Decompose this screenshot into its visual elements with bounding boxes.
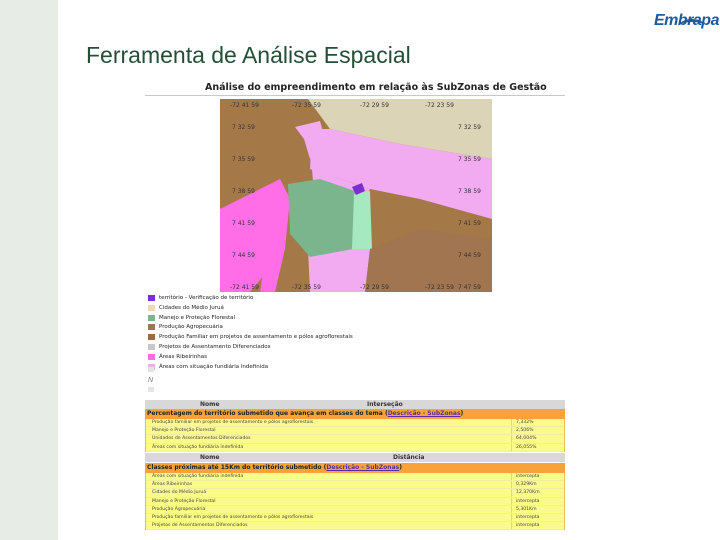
row-name: Áreas Ribeirinhas — [152, 482, 193, 488]
svg-text:-72 29 59: -72 29 59 — [360, 284, 389, 291]
row-name: Produção familiar em projetos de assentamento e pólos agroflorestais — [152, 514, 314, 520]
table-row — [146, 489, 564, 497]
svg-text:-72 29 59: -72 29 59 — [360, 102, 389, 109]
table-row — [146, 473, 564, 481]
legend-label: Produção Agropecuária — [159, 324, 223, 331]
table1-col-value: Interseção — [367, 401, 403, 408]
row-name: Manejo e Proteção Florestal — [152, 498, 216, 504]
legend-label: Projetos de Assentamento Diferenciados — [159, 343, 271, 350]
cell-divider — [511, 427, 512, 434]
svg-text:-72 23 59: -72 23 59 — [425, 102, 454, 109]
table2-section-title: Classes próximas até 15Km do território submetido (Descrição - SubZonas) — [147, 464, 402, 471]
row-value: 0,329Km — [516, 482, 537, 488]
table-row — [146, 481, 564, 489]
table2-col-value: Distância — [393, 454, 425, 461]
cell-divider — [511, 489, 512, 496]
svg-text:7 32 59: 7 32 59 — [458, 124, 481, 131]
legend-swatch — [148, 305, 155, 311]
table-row — [146, 498, 564, 506]
cell-divider — [511, 514, 512, 521]
table-row — [146, 522, 564, 530]
logo-swoosh-icon — [680, 19, 704, 31]
cell-divider — [511, 473, 512, 480]
table2-header — [145, 453, 565, 462]
table2-body — [145, 473, 565, 530]
map-canvas — [220, 99, 492, 292]
analysis-report — [145, 77, 565, 532]
svg-text:-72 35 59: -72 35 59 — [292, 284, 321, 291]
table1-section — [145, 409, 565, 419]
subzone-map[interactable] — [220, 99, 492, 292]
row-value: 64,004% — [516, 436, 537, 442]
table1-body — [145, 419, 565, 452]
legend-north-arrow: N — [148, 377, 154, 384]
zone-assentamento — [352, 191, 372, 259]
svg-text:-72 23 59: -72 23 59 — [425, 284, 454, 291]
table1-section-title: Percentagem do território submetido que avança em classes do tema (Descrição - SubZonas) — [147, 410, 464, 417]
table-row — [146, 514, 564, 522]
cell-divider — [511, 444, 512, 451]
row-value: 5,301Km — [516, 506, 537, 512]
row-name: Produção Agropecuária — [152, 506, 206, 512]
table-row — [146, 506, 564, 514]
row-value: 2,506% — [516, 428, 534, 434]
cell-divider — [511, 498, 512, 505]
legend-item — [148, 323, 408, 332]
legend-item — [148, 294, 408, 303]
svg-text:7 41 59: 7 41 59 — [458, 220, 481, 227]
cell-divider — [511, 419, 512, 426]
legend-item — [148, 304, 408, 313]
legend-item — [148, 333, 408, 342]
slide-title: Ferramenta de Análise Espacial — [86, 42, 411, 68]
svg-text:-72 35 59: -72 35 59 — [292, 102, 321, 109]
title-divider — [145, 95, 565, 96]
svg-text:7 32 59: 7 32 59 — [232, 124, 255, 131]
legend-label: Áreas Ribeirinhas — [159, 353, 208, 360]
row-name: Áreas com situação fundiária indefinida — [152, 444, 244, 450]
logo-text: Embrapa — [654, 12, 719, 29]
table2-section-text: Classes próximas até 15Km do território submetido — [147, 464, 322, 471]
cell-divider — [511, 506, 512, 513]
row-name: Cidades do Médio Juruá — [152, 490, 207, 496]
legend-swatch — [148, 295, 155, 301]
svg-text:7 41 59: 7 41 59 — [232, 220, 255, 227]
embrapa-logo — [650, 11, 719, 35]
legend-blank-swatch — [148, 387, 154, 392]
svg-text:7 44 59: 7 44 59 — [232, 252, 255, 259]
svg-text:-72 41 59: -72 41 59 — [230, 102, 259, 109]
row-name: Projetos de Assentamentos Diferenciados — [152, 523, 248, 529]
svg-text:7 38 59: 7 38 59 — [458, 188, 481, 195]
cell-divider — [511, 435, 512, 442]
legend-item — [148, 314, 408, 323]
row-name: Unidades de Assentamentos Diferenciados — [152, 436, 251, 442]
svg-text:7 47 59: 7 47 59 — [458, 284, 481, 291]
legend-swatch — [148, 324, 155, 330]
legend-blank-swatch — [148, 367, 154, 372]
row-value: 7,332% — [516, 420, 534, 425]
cell-divider — [511, 522, 512, 529]
row-value: intercepta — [516, 514, 540, 520]
row-value: 26,055% — [516, 444, 537, 450]
table1-header — [145, 400, 565, 409]
row-value: intercepta — [516, 498, 540, 504]
table2-description-link[interactable]: Descrição - SubZonas — [326, 464, 400, 471]
svg-text:7 44 59: 7 44 59 — [458, 252, 481, 259]
left-accent-band — [0, 0, 58, 540]
row-name: Manejo e Proteção Florestal — [152, 428, 216, 434]
legend-swatch — [148, 344, 155, 350]
legend-swatch — [148, 315, 155, 321]
legend-label: Manejo e Proteção Florestal — [159, 314, 236, 321]
table2-col-name: Nome — [200, 454, 220, 461]
table1-section-text: Percentagem do território submetido que avança em classes do tema — [147, 410, 383, 417]
table1-description-link[interactable]: Descrição - SubZonas — [387, 410, 461, 417]
table-row — [146, 444, 564, 452]
svg-text:7 38 59: 7 38 59 — [232, 188, 255, 195]
table-row — [146, 435, 564, 443]
legend-label: território - Verificação de território — [159, 295, 254, 301]
legend-item — [148, 343, 408, 352]
row-value: intercepta — [516, 474, 540, 479]
table1-col-name: Nome — [200, 401, 220, 408]
legend-label: Áreas com situação fundiária indefinida — [159, 363, 269, 370]
report-title: Análise do empreendimento em relação às SubZonas de Gestão — [205, 82, 547, 93]
map-legend — [148, 294, 408, 372]
row-name: Áreas com situação fundiária indefinida — [152, 474, 244, 479]
legend-swatch — [148, 354, 155, 360]
svg-text:7 35 59: 7 35 59 — [232, 156, 255, 163]
svg-text:-72 41 59: -72 41 59 — [230, 284, 259, 291]
cell-divider — [511, 481, 512, 488]
legend-label: Produção Familiar em projetos de assentamento e pólos agroflorestais — [159, 334, 353, 341]
legend-item — [148, 363, 408, 372]
legend-swatch — [148, 334, 155, 340]
row-value: 12,370Km — [516, 490, 540, 496]
table-row — [146, 427, 564, 435]
legend-label: Cidades do Médio Juruá — [159, 304, 224, 311]
legend-item — [148, 353, 408, 362]
svg-text:7 35 59: 7 35 59 — [458, 156, 481, 163]
row-name: Produção familiar em projetos de assentamento e pólos agroflorestais — [152, 420, 314, 425]
table2-section — [145, 463, 565, 473]
row-value: intercepta — [516, 523, 540, 529]
table-row — [146, 419, 564, 427]
